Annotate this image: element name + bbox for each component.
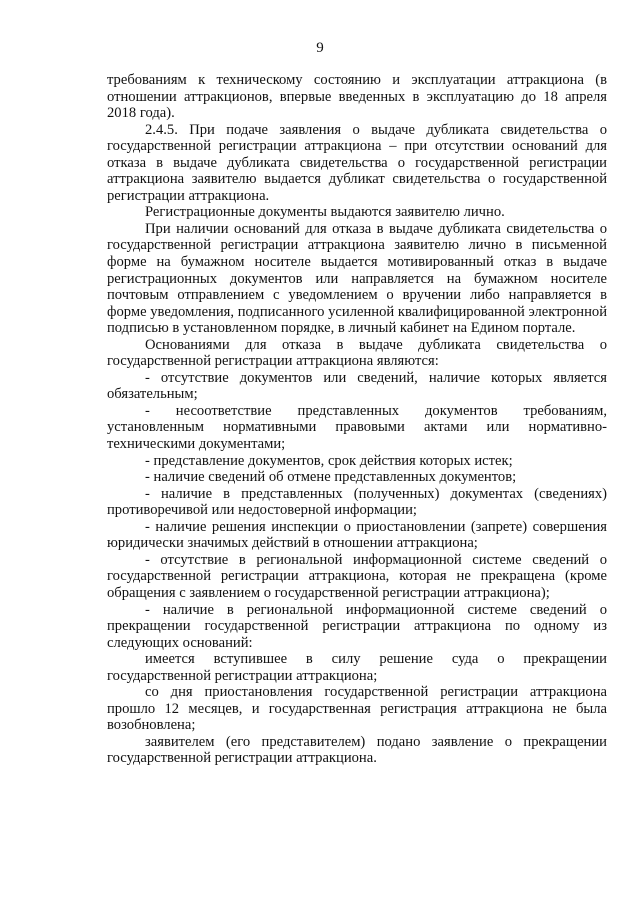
list-item: - наличие в представленных (полученных) документах (сведениях) противоречивой или недостоверной информации;	[107, 485, 607, 519]
list-item: - отсутствие в региональной информационной системе сведений о государственной регистрации аттракциона, которая не прекращена (кроме обращения с заявлением о государственной регистрации аттракциона);	[107, 551, 607, 601]
list-item: - наличие в региональной информационной системе сведений о прекращении государственной регистрации аттракциона по одному из следующих оснований:	[107, 601, 607, 651]
paragraph-refusal: При наличии оснований для отказа в выдаче дубликата свидетельства о государственной регистрации аттракциона заявителю лично в письменной форме на бумажном носителе выдается мотивированный отказ в выдаче регистрационных документов или направляется на бумажном носителе почтовым отправлением с уведомлением о вручении либо направляется в форме уведомления, подписанного усиленной квалифицированной электронной подписью в установленном порядке, в личный кабинет на Едином портале.	[107, 220, 607, 337]
paragraph-clause-2-4-5: 2.4.5. При подаче заявления о выдаче дубликата свидетельства о государственной регистрации аттракциона – при отсутствии оснований для отказа в выдаче дубликата свидетельства о государственной регистрации аттракциона заявителю выдается дубликат свидетельства о государственной регистрации аттракциона.	[107, 121, 607, 204]
list-item: - несоответствие представленных документов требованиям, установленным нормативными правовыми актами или нормативно-техническими документами;	[107, 402, 607, 453]
paragraph-refusal-grounds: Основаниями для отказа в выдаче дубликата свидетельства о государственной регистрации аттракциона являются:	[107, 336, 607, 370]
list-item: - наличие сведений об отмене представленных документов;	[145, 469, 517, 486]
paragraph-continuation: требованиям к техническому состоянию и эксплуатации аттракциона (в отношении аттракционов, впервые введенных в эксплуатацию до 18 апреля 2018 года).	[107, 72, 607, 122]
sub-list-item: со дня приостановления государственной регистрации аттракциона прошло 12 месяцев, и государственная регистрация аттракциона не была возобновлена;	[107, 684, 607, 734]
sub-list-item: заявителем (его представителем) подано заявление о прекращении государственной регистрации аттракциона.	[107, 733, 607, 767]
document-body	[107, 72, 607, 767]
list-item: - наличие решения инспекции о приостановлении (запрете) совершения юридически значимых действий в отношении аттракциона;	[107, 518, 607, 552]
list-item: - представление документов, срок действия которых истек;	[145, 452, 513, 469]
sub-list-item: имеется вступившее в силу решение суда о прекращении государственной регистрации аттракциона;	[107, 651, 607, 684]
paragraph-documents-issued: Регистрационные документы выдаются заявителю лично.	[145, 204, 505, 221]
list-item: - отсутствие документов или сведений, наличие которых является обязательным;	[107, 369, 607, 403]
page-number: 9	[316, 40, 324, 56]
